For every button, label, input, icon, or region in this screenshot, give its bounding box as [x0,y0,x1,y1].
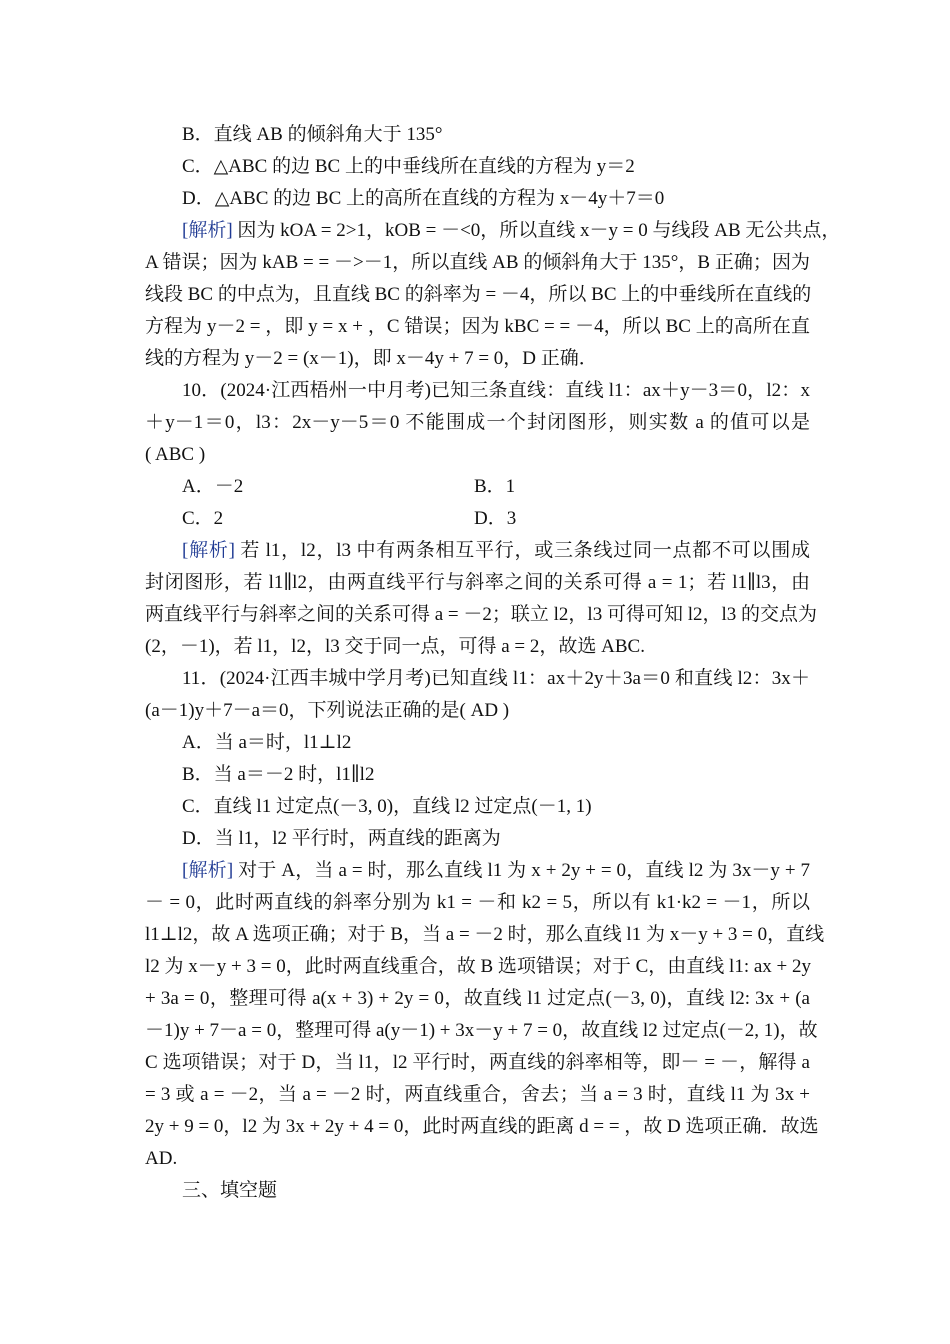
solution-tag: [解析] [182,540,235,561]
solution-line: 线段 BC 的中点为，且直线 BC 的斜率为 = －4，所以 BC 上的中垂线所在直线的 [145,284,812,305]
option-c: C．直线 l1 过定点(－3, 0)，直线 l2 过定点(－1, 1) [182,796,592,817]
option-d: D．△ABC 的边 BC 上的高所在直线的方程为 x－4y＋7＝0 [182,188,665,209]
options-row [182,475,810,499]
question-11: 11．(2024·江西丰城中学月考)已知直线 l1：ax＋2y＋3a＝0 和直线 l2：3x＋ [182,668,810,689]
option-d: D．当 l1，l2 平行时，两直线的距离为 [182,828,501,849]
solution-tag: [解析] [182,860,234,881]
solution-line: C 选项错误；对于 D，当 l1，l2 平行时，两直线的斜率相等，即－ = －，解得 a [145,1052,810,1073]
solution-line: l1⊥l2，故 A 选项正确；对于 B，当 a = －2 时，那么直线 l1 为 x－y + 3 = 0，直线 [145,924,825,945]
option-b: B．当 a＝－2 时，l1∥l2 [182,764,375,785]
solution-line: －1)y + 7－a = 0，整理可得 a(y－1) + 3x－y + 7 = 0，故直线 l2 过定点(－2, 1)，故 [145,1020,818,1041]
option-d: D．3 [474,508,517,529]
question-10: 10．(2024·江西梧州一中月考)已知三条直线：直线 l1：ax＋y－3＝0，l2：x [182,380,810,401]
option-a: A．当 a＝时，l1⊥l2 [182,732,352,753]
option-c: C．△ABC 的边 BC 上的中垂线所在直线的方程为 y＝2 [182,156,635,177]
question-10-answer: ( ABC ) [145,444,206,465]
question-10-line: ＋y－1＝0，l3：2x－y－5＝0 不能围成一个封闭图形，则实数 a 的值可以是 [145,412,810,433]
solution-line: = 3 或 a = －2，当 a = －2 时，两直线重合，舍去；当 a = 3 时，直线 l1 为 3x + [145,1084,810,1105]
solution-line: 方程为 y－2 = ，即 y = x + ，C 错误；因为 kBC = = －4，所以 BC 上的高所在直 [145,316,810,337]
option-a: A．－2 [182,476,244,497]
solution-line: 线的方程为 y－2 = (x－1)，即 x－4y + 7 = 0，D 正确． [145,348,598,369]
solution-line: AD. [145,1148,178,1169]
solution-line: [解析] 因为 kOA = 2>1，kOB = －<0，所以直线 x－y = 0 与线段 AB 无公共点， [182,220,841,241]
solution-line: 两直线平行与斜率之间的关系可得 a = －2；联立 l2，l3 可得可知 l2，l3 的交点为 [145,604,818,625]
solution-tag: [解析] [182,220,233,241]
solution-line: [解析] 对于 A，当 a = 时，那么直线 l1 为 x + 2y + = 0，直线 l2 为 3x－y + 7 [182,860,810,881]
solution-line: 2y + 9 = 0，l2 为 3x + 2y + 4 = 0，此时两直线的距离 d = = ，故 D 选项正确．故选 [145,1116,819,1137]
solution-line: [解析] 若 l1，l2，l3 中有两条相互平行，或三条线过同一点都不可以围成 [182,540,810,561]
option-b: B．1 [474,476,516,497]
option-b: B．直线 AB 的倾斜角大于 135° [182,124,443,145]
options-row [182,507,810,531]
option-c: C．2 [182,508,224,529]
solution-line: + 3a = 0，整理可得 a(x + 3) + 2y = 0，故直线 l1 过定点(－3, 0)，直线 l2: 3x + (a [145,988,810,1009]
solution-line: 封闭图形，若 l1∥l2，由两直线平行与斜率之间的关系可得 a = 1；若 l1∥l3，由 [145,572,810,593]
section-heading: 三、填空题 [182,1180,278,1201]
question-11-line: (a－1)y＋7－a＝0，下列说法正确的是( AD ) [145,700,510,721]
solution-line: － = 0，此时两直线的斜率分别为 k1 = －和 k2 = 5，所以有 k1·k2 = －1，所以 [145,892,810,913]
solution-line: (2，－1)，若 l1，l2，l3 交于同一点，可得 a = 2，故选 ABC. [145,636,645,657]
solution-line: l2 为 x－y + 3 = 0，此时两直线重合，故 B 选项错误；对于 C，由直线 l1: ax + 2y [145,956,812,977]
solution-line: A 错误；因为 kAB = = －>－1，所以直线 AB 的倾斜角大于 135°，B 正确；因为 [145,252,810,273]
